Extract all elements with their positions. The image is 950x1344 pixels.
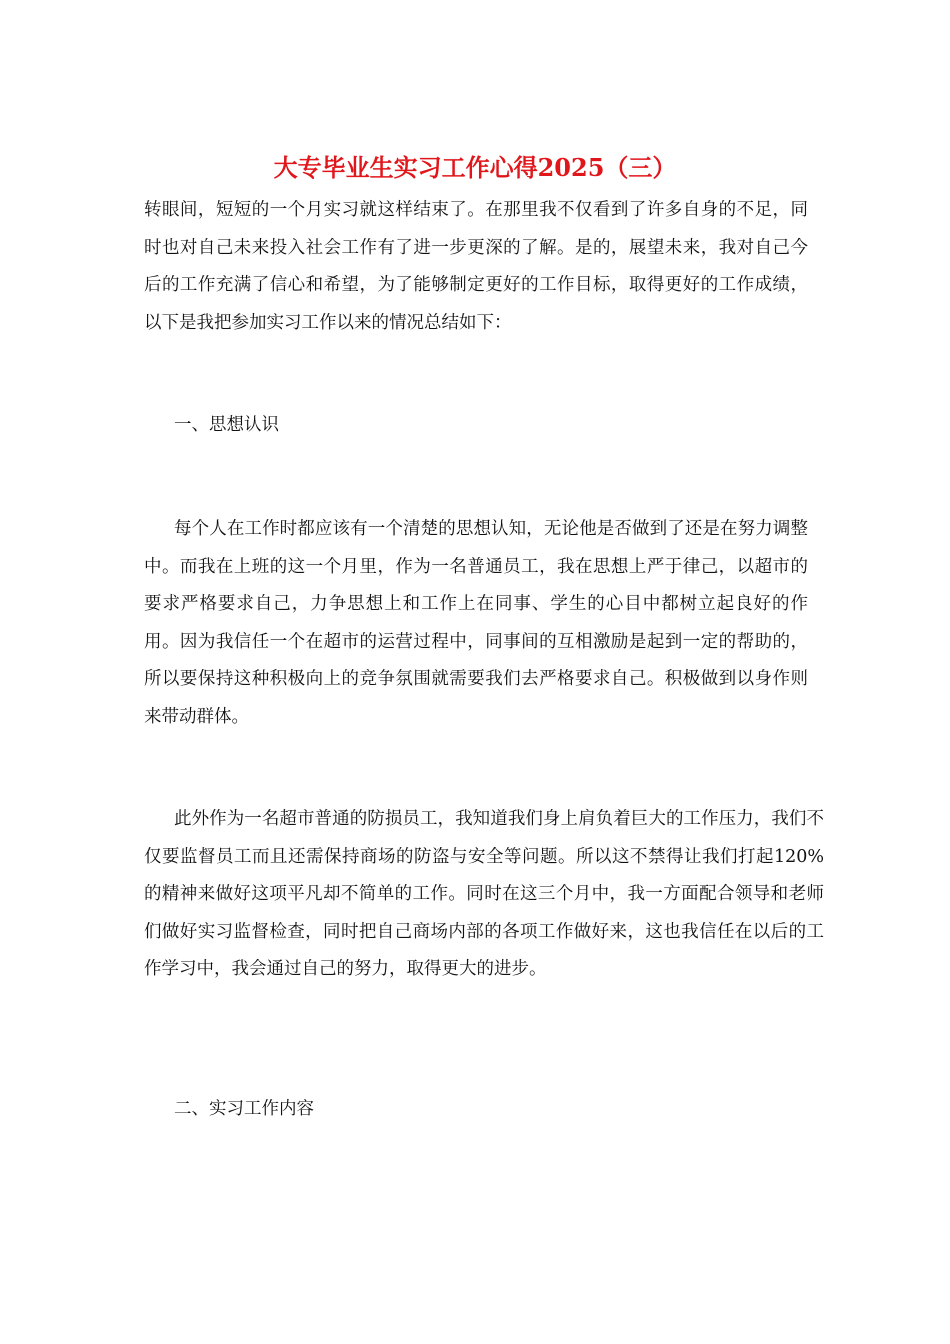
- section1-paragraph-1: 每个人在工作时都应该有一个清楚的思想认知，无论他是否做到了还是在努力调整中。而我在上班的这一个月里，作为一名普通员工，我在思想上严于律己，以超市的要求严格要求自己，力争思想上和工作上在同事、学生的心目中都树立起良好的作用。因为我信任一个在超市的运营过程中，同事间的互相激励是起到一定的帮助的，所以要保持这种积极向上的竞争氛围就需要我们去严格要求自己。积极做到以身作则来带动群体。: [144, 519, 808, 727]
- document-title: 大专毕业生实习工作心得2025（三）: [273, 153, 677, 182]
- intro-paragraph: 转眼间，短短的一个月实习就这样结束了。在那里我不仅看到了许多自身的不足，同时也对自己未来投入社会工作有了进一步更深的了解。是的，展望未来，我对自己今后的工作充满了信心和希望，为了能够制定更好的工作目标，取得更好的工作成绩，以下是我把参加实习工作以来的情况总结如下：: [144, 200, 808, 333]
- section-heading-thinking: 一、思想认识: [174, 415, 279, 435]
- section-heading-work-content: 二、实习工作内容: [174, 1099, 314, 1119]
- section1-paragraph-2: 此外作为一名超市普通的防损员工，我知道我们身上肩负着巨大的工作压力，我们不仅要监督员工而且还需保持商场的防盗与安全等问题。所以这不禁得让我们打起120%的精神来做好这项平凡却不简单的工作。同时在这三个月中，我一方面配合领导和老师们做好实习监督检查，同时把自己商场内部的各项工作做好来，这也我信任在以后的工作学习中，我会通过自己的努力，取得更大的进步。: [144, 809, 824, 979]
